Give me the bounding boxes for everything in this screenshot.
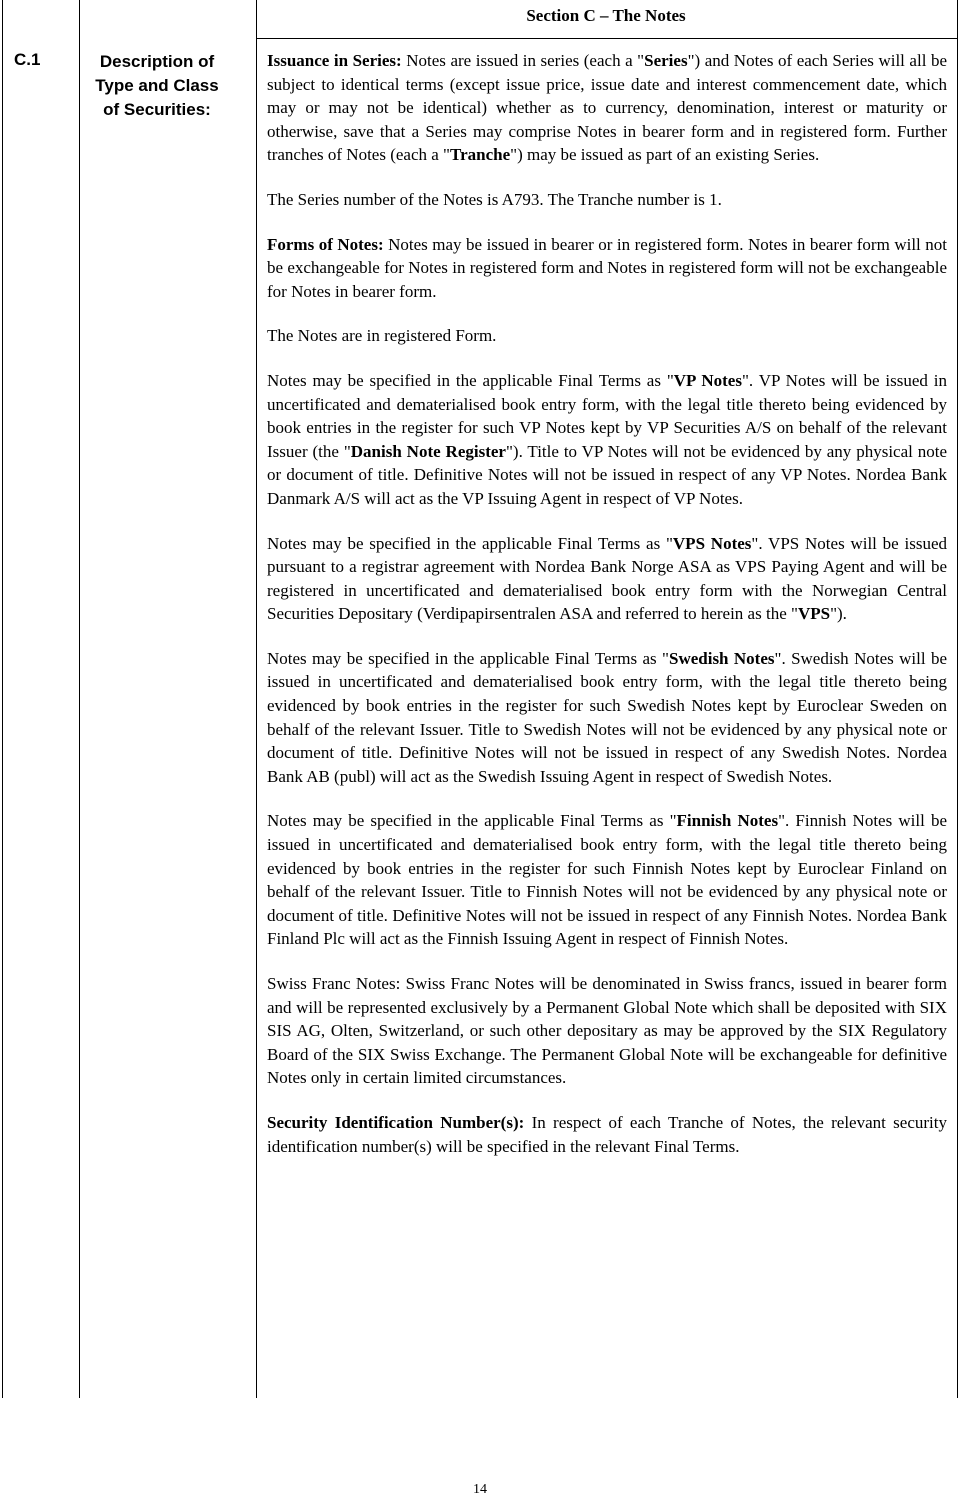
paragraph: [267, 188, 947, 212]
bold-term: Danish Note Register: [350, 441, 506, 461]
table-right-border: [957, 0, 958, 1398]
item-title: Description of Type and Class of Securities:: [95, 52, 219, 119]
text-run: ". Finnish Notes will be issued in uncertificated and dematerialised book entry form, with the legal title thereto being evidenced by book entries in the register for such Finnish Notes kept by Euroclear Finland on behalf of the relevant Issuer. Title to Finnish Notes will not be evidenced by any physical note or document of title. Definitive Notes will not be issued in respect of any Finnish Notes. Nordea Bank Finland Plc will act as the Finnish Issuing Agent in respect of Finnish Notes.: [267, 811, 947, 949]
item-number: C.1: [14, 50, 41, 69]
bold-term: Tranche: [450, 145, 511, 165]
text-run: ").: [830, 604, 847, 624]
text-run: ". VPS Notes will be issued pursuant to a registrar agreement with Nordea Bank Norge ASA as VPS Paying Agent and will be registered in uncertificated and dematerialised book entry form with the Norwegian Central Securities Depositary (Verdipapirsentralen ASA and referred to herein as the ": [267, 533, 947, 624]
bold-term: VPS: [797, 604, 831, 624]
paragraph: [267, 809, 947, 951]
paragraph: [267, 233, 947, 304]
text-run: Notes may be specified in the applicable Final Terms as ": [267, 811, 677, 831]
text-run: ") and Notes of each Series will all be subject to identical terms (except issue price, issue date and interest commencement date, which may or may not be identical) whether as to currency, denomination, interest or maturity or otherwise, save that a Series may comprise Notes in bearer form and in registered form. Further tranches of Notes (each a ": [267, 51, 948, 165]
text-run: The Series number of the Notes is A793. The Tranche number is 1.: [267, 189, 722, 209]
paragraph: [267, 1111, 947, 1158]
text-run: ". VP Notes will be issued in uncertificated and dematerialised book entry form, with the legal title thereto being evidenced by book entries in the register for such VP Notes kept by VP Securities A/S on behalf of the relevant Issuer (the ": [267, 370, 947, 461]
table-column-divider-1: [79, 0, 80, 1398]
item-description: [267, 49, 947, 1179]
text-run: Notes may be specified in the applicable Final Terms as ": [267, 648, 669, 668]
text-run: Notes may be issued in bearer or in registered form. Notes in bearer form will not be exchangeable for Notes in registered form and Notes in registered form will not be exchangeable for Notes in bearer form.: [267, 234, 947, 301]
paragraph: [267, 532, 947, 626]
bold-term: VP Notes: [673, 370, 742, 390]
paragraph: [267, 324, 947, 348]
paragraph: [267, 49, 947, 167]
text-run: The Notes are in registered Form.: [267, 326, 497, 346]
bold-term: VPS Notes: [672, 533, 752, 553]
text-run: Notes may be specified in the applicable Final Terms as ": [267, 533, 673, 553]
paragraph: [267, 647, 947, 789]
text-run: ". Swedish Notes will be issued in uncertificated and dematerialised book entry form, with the legal title thereto being evidenced by book entries in the register for such Swedish Notes kept by Euroclear Sweden on behalf of the relevant Issuer. Title to Swedish Notes will not be evidenced by any physical note or document of title. Definitive Notes will not be issued in respect of any Swedish Notes. Nordea Bank AB (publ) will act as the Swedish Issuing Agent in respect of Swedish Notes.: [267, 648, 947, 786]
text-run: Notes are issued in series (each a ": [401, 51, 645, 70]
bold-term: Finnish Notes: [676, 811, 779, 831]
paragraph: [267, 369, 947, 511]
bold-term: Forms of Notes:: [267, 234, 384, 254]
bold-term: Security Identification Number(s):: [267, 1112, 525, 1132]
page-number: 14: [473, 1482, 487, 1497]
table-column-divider-2: [256, 0, 257, 1398]
paragraph: [267, 972, 947, 1090]
table-left-border: [2, 0, 3, 1398]
text-run: "). Title to VP Notes will not be evidenced by any physical note or document of title. Definitive Notes will not be issued in respect of any VP Notes. Nordea Bank Danmark A/S will act as the VP Issuing Agent in respect of VP Notes.: [267, 441, 948, 508]
bold-term: Issuance in Series:: [267, 51, 402, 70]
text-run: ") may be issued as part of an existing Series.: [510, 145, 820, 165]
text-run: In respect of each Tranche of Notes, the relevant security identification number(s) will be specified in the relevant Final Terms.: [267, 1112, 947, 1156]
section-title: Section C – The Notes: [526, 6, 686, 25]
text-run: Notes may be specified in the applicable Final Terms as ": [267, 370, 674, 390]
bold-term: Swedish Notes: [668, 648, 775, 668]
bold-term: Series: [644, 51, 688, 70]
text-run: Swiss Franc Notes: Swiss Franc Notes will be denominated in Swiss francs, issued in bearer form and will be represented exclusively by a Permanent Global Note which shall be deposited with SIX SIS AG, Olten, Switzerland, or such other depositary as may be approved by the SIX Regulatory Board of the SIX Swiss Exchange. The Permanent Global Note will be exchangeable for definitive Notes only in certain limited circumstances.: [267, 974, 947, 1088]
header-row-divider: [256, 38, 958, 39]
